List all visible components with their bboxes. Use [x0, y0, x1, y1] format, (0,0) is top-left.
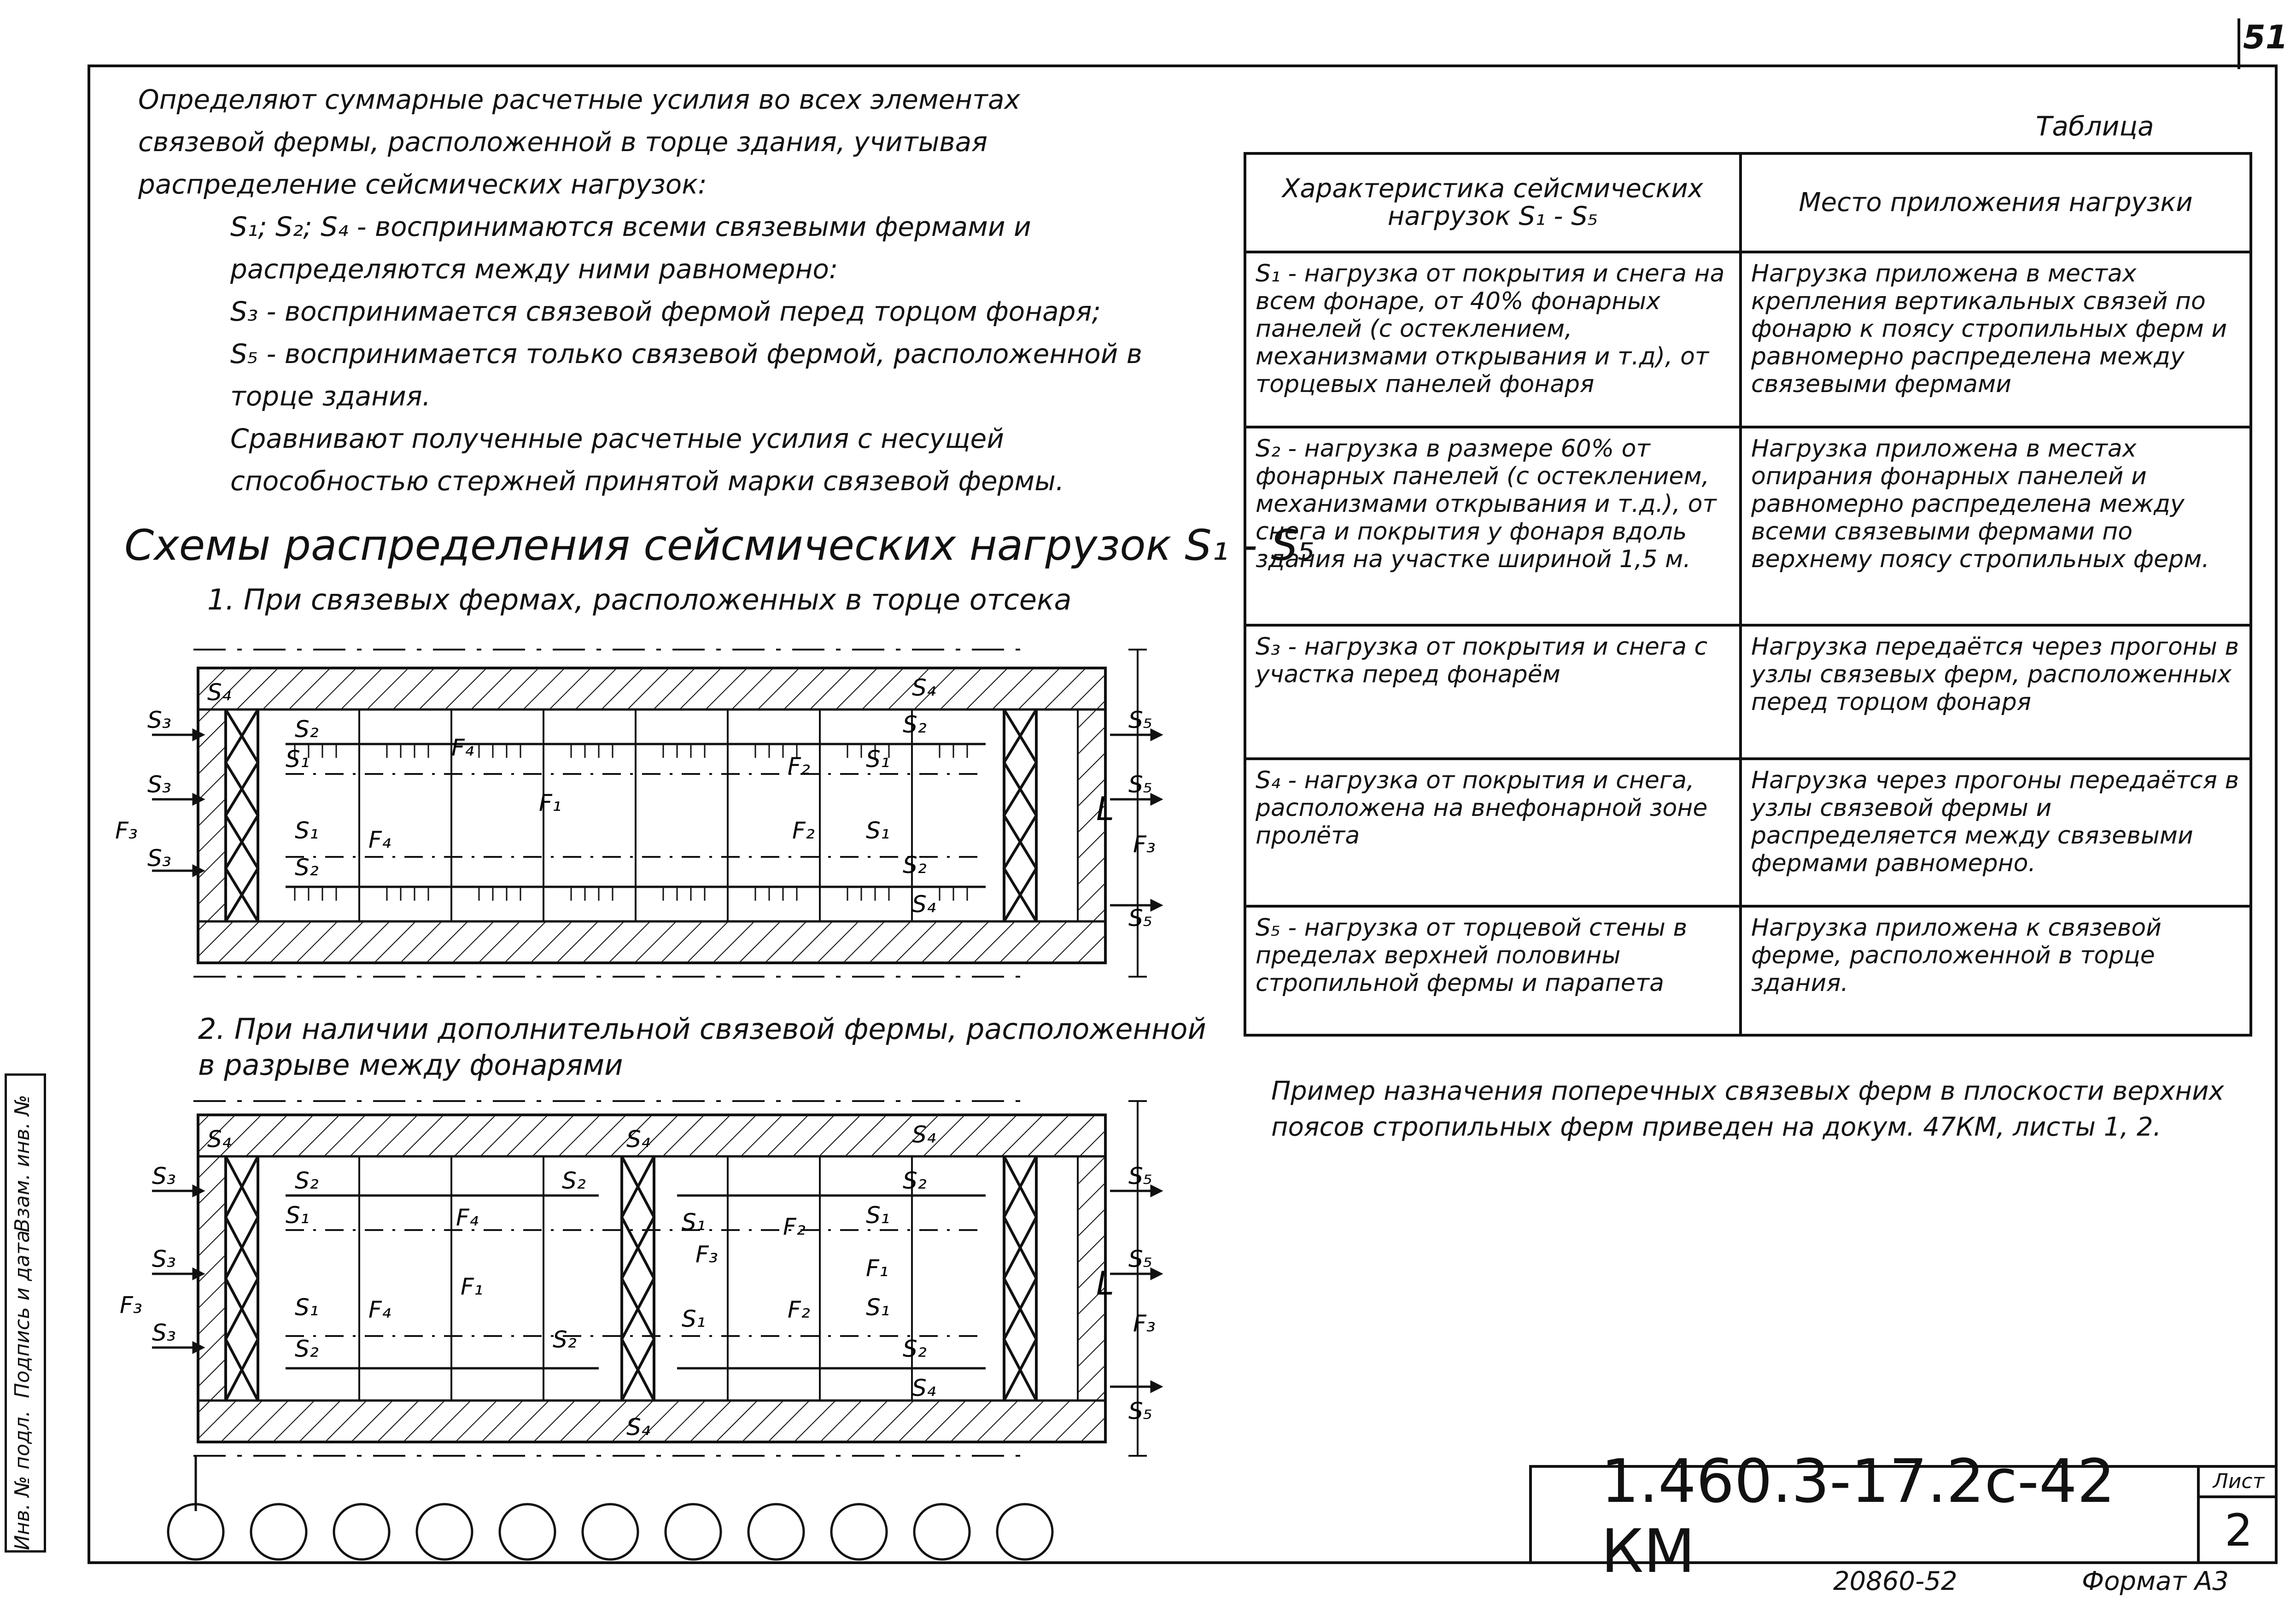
label2-s2e: S₂ [903, 1167, 927, 1194]
label2-s3: S₃ [152, 1163, 176, 1190]
label2-s4b: S₄ [626, 1126, 650, 1153]
label-s2c: S₂ [903, 852, 927, 879]
intro-p3: S₃ - воспринимается связевой фермой перед торцом фонаря; [230, 296, 1101, 327]
table-header-row [1245, 153, 2251, 252]
label2-f3c: F₃ [695, 1241, 718, 1268]
label-s1b: S₁ [295, 817, 319, 844]
scheme-1-title: 1. При связевых фермах, расположенных в торце отсека [207, 583, 1072, 616]
footer-format: Формат А3 [2082, 1566, 2229, 1596]
label2-f2: F₂ [783, 1213, 806, 1240]
label-s1: S₁ [286, 746, 310, 773]
table-cell: S₁ - нагрузка от покрытия и снега на всем фонаре, от 40% фонарных панелей (с остеклением, механизмами открывания и т.д), от торцевых панелей фонаря [1245, 252, 1741, 427]
intro-p4: S₅ - воспринимается только связевой фермой, расположенной в торце здания. [230, 338, 1142, 412]
label-s3: S₃ [147, 707, 171, 733]
table-cell: S₅ - нагрузка от торцевой стены в пределах верхней половины стропильной фермы и парапета [1245, 906, 1741, 1035]
table-cell: Нагрузка приложена к связевой ферме, расположенной в торце здания. [1741, 906, 2251, 1035]
label2-s2d: S₂ [553, 1326, 577, 1353]
table-cell: Нагрузка через прогоны передаётся в узлы связевой фермы и распределяется между связевыми фермами равномерно. [1741, 759, 2251, 906]
label-f3b: F₃ [1133, 831, 1156, 858]
table-row [1245, 759, 2251, 906]
sheet-box [2197, 1465, 2278, 1564]
label-f3: F₃ [115, 817, 138, 844]
table-row [1245, 625, 2251, 759]
dim-L: L [1096, 790, 1114, 828]
label-f2b: F₂ [792, 817, 815, 844]
intro-text [138, 78, 1151, 502]
table-cell: Нагрузка приложена в местах крепления вертикальных связей по фонарю к поясу стропильных ферм и равномерно распределена между связевыми фермами [1741, 252, 2251, 427]
scheme-1-diagram [101, 636, 1207, 1004]
label2-f2b: F₂ [788, 1296, 810, 1323]
scheme-2-title: 2. При наличии дополнительной связевой фермы, расположенной в разрыве между фонарями [198, 1012, 1206, 1082]
label2-s4c: S₄ [626, 1414, 650, 1441]
label2-s2c: S₂ [562, 1167, 586, 1194]
table-caption: Таблица [2036, 111, 2154, 142]
document-code-text: 1.460.3-17.2с-42 КМ [1601, 1446, 2115, 1586]
intro-p1: Определяют суммарные расчетные усилия во всех элементах связевой фермы, расположенной в торце здания, учитывая распределение сейсмических нагрузок: [138, 84, 1020, 200]
label-s5b: S₅ [1128, 771, 1152, 798]
label2-s1b: S₁ [295, 1294, 319, 1321]
label-s4c: S₄ [912, 891, 936, 918]
label-f4b: F₄ [451, 734, 474, 761]
label-s1c: S₁ [866, 746, 890, 773]
label-s4b: S₄ [912, 674, 936, 701]
table-cell: S₃ - нагрузка от покрытия и снега с участка перед фонарём [1245, 625, 1741, 759]
label-s3c: S₃ [147, 845, 171, 872]
label2-f3: F₃ [120, 1292, 142, 1319]
table-cell: Нагрузка передаётся через прогоны в узлы связевых ферм, расположенных перед торцом фонаря [1741, 625, 2251, 759]
stamp-podpis: Подпись и дата [11, 1230, 34, 1398]
label2-f4b: F₄ [456, 1204, 479, 1231]
label2-s2b: S₂ [295, 1336, 319, 1362]
stamp-vzam: Взам. инв. № [11, 1095, 34, 1232]
label-s5c: S₅ [1128, 905, 1152, 932]
side-stamp [5, 1073, 46, 1553]
label2-s5: S₅ [1128, 1163, 1152, 1190]
label-f2: F₂ [788, 753, 810, 779]
label2-f1b: F₁ [866, 1255, 888, 1282]
label2-s1f: S₁ [866, 1294, 890, 1321]
label-s3b: S₃ [147, 771, 171, 798]
label2-s1d: S₁ [682, 1306, 706, 1332]
label2-f3d: F₃ [1133, 1310, 1156, 1337]
intro-p5: Сравнивают полученные расчетные усилия с несущей способностью стержней принятой марки связевой фермы. [230, 423, 1064, 497]
label-s5: S₅ [1128, 707, 1152, 733]
stamp-inv-podl: Инв. № подл. [11, 1410, 34, 1550]
label2-s1e: S₁ [866, 1202, 890, 1229]
label-s4: S₄ [207, 679, 231, 706]
label2-s1c: S₁ [682, 1209, 706, 1236]
scheme-2-diagram [101, 1092, 1207, 1576]
label2-s4e: S₄ [912, 1375, 936, 1401]
label2-f1: F₁ [461, 1273, 483, 1300]
page-number: 51 [2243, 18, 2288, 56]
page-number-divider [2238, 18, 2240, 69]
label2-s4d: S₄ [912, 1121, 936, 1148]
label2-s3c: S₃ [152, 1319, 176, 1346]
table-cell: S₄ - нагрузка от покрытия и снега, расположена на внефонарной зоне пролёта [1245, 759, 1741, 906]
label-s2: S₂ [295, 716, 319, 743]
table-header-location: Место приложения нагрузки [1741, 153, 2251, 252]
label2-s2f: S₂ [903, 1336, 927, 1362]
label-f1: F₁ [539, 790, 561, 816]
table-row [1245, 427, 2251, 625]
example-note: Пример назначения поперечных связевых ферм в плоскости верхних поясов стропильных ферм приведен на докум. 47КМ, листы 1, 2. [1271, 1076, 2224, 1142]
label-s2b: S₂ [295, 854, 319, 881]
dim-L-2: L [1096, 1265, 1114, 1302]
label2-s5c: S₅ [1128, 1398, 1152, 1424]
label2-s3b: S₃ [152, 1246, 176, 1272]
label2-s5b: S₅ [1128, 1246, 1152, 1272]
table-cell: Нагрузка приложена в местах опирания фонарных панелей и равномерно распределена между всеми связевыми фермами по верхнему поясу стропильных ферм. [1741, 427, 2251, 625]
sheet-value: 2 [2224, 1505, 2253, 1556]
intro-p2: S₁; S₂; S₄ - воспринимаются всеми связевыми фермами и распределяются между ними равномерно: [230, 211, 1031, 285]
seismic-load-table [1244, 152, 2252, 1037]
label2-s2: S₂ [295, 1167, 319, 1194]
schemes-title: Схемы распределения сейсмических нагрузок S₁ - S₅ [124, 521, 1315, 570]
table-header-characteristic: Характеристика сейсмических нагрузок S₁ - S₅ [1245, 153, 1741, 252]
label-s1d: S₁ [866, 817, 890, 844]
label2-s1: S₁ [286, 1202, 310, 1229]
label-s2d: S₂ [903, 711, 927, 738]
table-cell: S₂ - нагрузка в размере 60% от фонарных панелей (с остеклением, механизмами открывания и т.д.), от снега и покрытия у фонаря вдоль здания на участке шириной 1,5 м. [1245, 427, 1741, 625]
table-row [1245, 906, 2251, 1035]
footer-code: 20860-52 [1833, 1566, 1957, 1596]
label2-f4: F₄ [368, 1296, 391, 1323]
sheet-label: Лист [2200, 1468, 2278, 1498]
label2-s4: S₄ [207, 1126, 231, 1153]
table-row [1245, 252, 2251, 427]
label-f4: F₄ [368, 826, 391, 853]
